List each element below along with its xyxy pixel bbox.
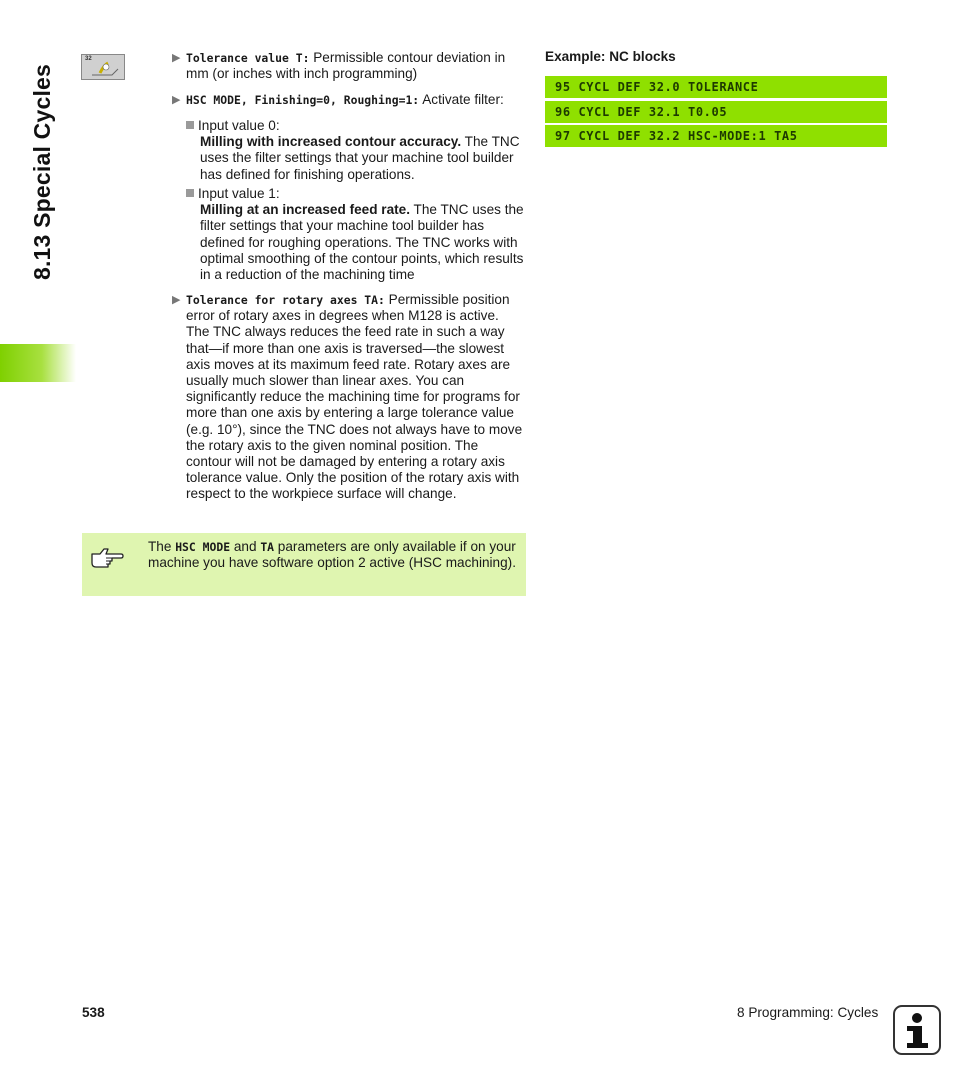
triangle-bullet-icon: ▶ [172, 94, 181, 106]
square-bullet-icon [186, 121, 194, 129]
nc-block-row [545, 76, 887, 98]
param-tolerance-t [172, 50, 524, 82]
input-bold-text: Milling at an increased feed rate. [200, 202, 411, 218]
info-icon [893, 1005, 941, 1055]
info-glyph-icon [895, 1007, 939, 1053]
chapter-tab-marker [0, 344, 76, 382]
param-label: Tolerance value T: [186, 51, 310, 65]
note-code-hsc-mode: HSC MODE [175, 540, 231, 554]
input-label: Input value 1: [198, 186, 280, 201]
input-value-1 [186, 186, 526, 283]
input-description: The TNC uses the filter settings that your machine tool builder has defined for finishing operations. [200, 134, 520, 182]
nc-block-row [545, 101, 887, 123]
section-title [26, 52, 58, 292]
triangle-bullet-icon: ▶ [172, 294, 181, 306]
note-text-part: and [230, 539, 261, 554]
input-description: The TNC uses the filter settings that your machine tool builder has defined for roughing operations. The TNC works with optimal smoothing of the contour points, which results in a reduction of the machining time [200, 202, 524, 283]
note-text-part: parameters are only available if on your machine you have software option 2 active (HSC machining). [148, 539, 516, 571]
page-number: 538 [82, 1005, 105, 1020]
triangle-bullet-icon: ▶ [172, 52, 181, 64]
param-hsc-mode [172, 92, 524, 108]
nc-block-text: 97 CYCL DEF 32.2 HSC-MODE:1 TA5 [555, 129, 798, 143]
param-tolerance-ta [172, 292, 524, 503]
tolerance-graphic-icon [82, 55, 124, 79]
chapter-footer: 8 Programming: Cycles [737, 1005, 879, 1020]
example-heading: Example: NC blocks [545, 49, 676, 64]
input-label: Input value 0: [198, 118, 280, 133]
nc-block-row [545, 125, 887, 147]
nc-block-text: 95 CYCL DEF 32.0 TOLERANCE [555, 80, 759, 94]
param-description: Permissible position error of rotary axes in degrees when M128 is active. The TNC always reduces the feed rate in such a way that—if more than one axis is traversed—the slowest axis moves at its maximum feed rate. Rotary axes are usually much slower than linear axes. You can significantly reduce the machining time for programs for more than one axis by entering a large tolerance value (e.g. 10°), since the TNC does not always have to move the rotary axis to the given nominal position. The contour will not be damaged by entering a rotary axis tolerance value. Only the position of the rotary axis with respect to the workpiece surface will change. [186, 292, 523, 502]
param-description: Permissible contour deviation in mm (or inches with inch programming) [186, 50, 506, 82]
input-value-0 [186, 118, 526, 183]
note-text [148, 539, 518, 571]
pointing-hand-icon [90, 545, 124, 571]
param-label: HSC MODE, Finishing=0, Roughing=1: [186, 93, 420, 107]
nc-block-text: 96 CYCL DEF 32.1 T0.05 [555, 105, 728, 119]
cycle-32-icon [81, 54, 125, 80]
param-description: Activate filter: [422, 92, 504, 107]
cycle-number-label: 32 [85, 56, 92, 62]
input-bold-text: Milling with increased contour accuracy. [200, 134, 462, 150]
section-title-text: 8.13 Special Cycles [28, 63, 55, 281]
param-label: Tolerance for rotary axes TA: [186, 293, 385, 307]
note-text-part: The [148, 539, 176, 554]
note-box [82, 533, 526, 596]
note-code-ta: TA [260, 540, 275, 554]
square-bullet-icon [186, 189, 194, 197]
